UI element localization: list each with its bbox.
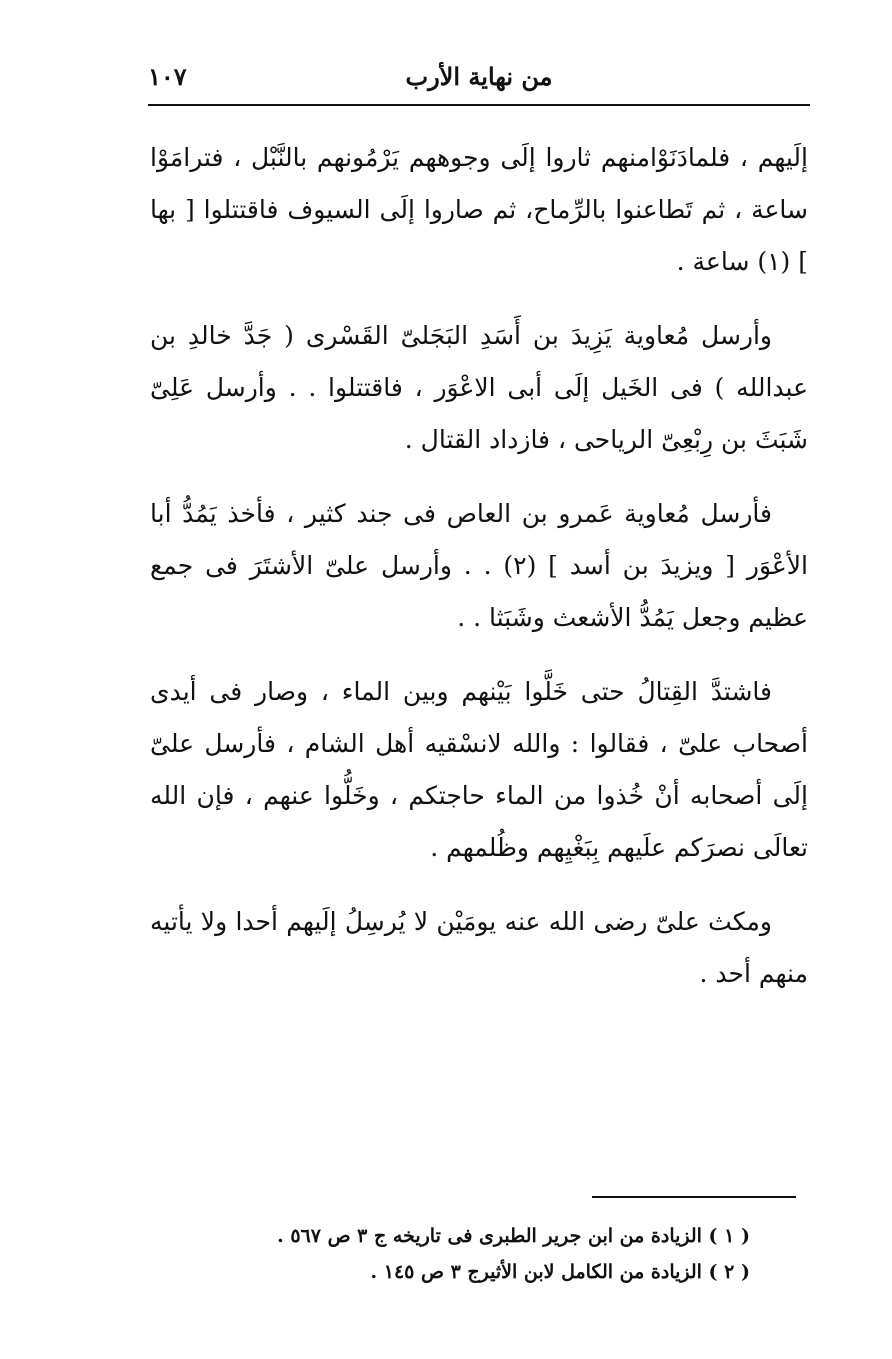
footnote-1: ( ١ ) الزيادة من ابن جرير الطبرى فى تاريخه ج ٣ ص ٥٦٧ . [277,1225,750,1247]
paragraph-2: وأرسل مُعاوية يَزِيدَ بن أَسَدِ البَجَلىّ القَسْرى ( جَدَّ خالدِ بن عبدالله ) فى الخَيل إلَى أبى الاعْوَر ، فاقتتلوا . . وأرسل عَلِىّ شَبَثَ بن رِبْعِىّ الرياحى ، فازداد القتال . [150,321,808,454]
paragraph-5: ومكث علىّ رضى الله عنه يومَيْن لا يُرسِلُ إلَيهم أحدا ولا يأتيه منهم أحد . [150,907,808,988]
footnote-divider [592,1196,796,1198]
main-text [150,132,808,1022]
paragraph-3: فأرسل مُعاوية عَمرو بن العاص فى جند كثير ، فأخذ يَمُدُّ أبا الأعْوَر [ ويزيدَ بن أسد ] (٢) . . وأرسل علىّ الأشتَرَ فى جمع عظيم وجعل يَمُدُّ الأشعث وشَبَثا . . [150,499,808,632]
footnote-2: ( ٢ ) الزيادة من الكامل لابن الأثيرج ٣ ص ١٤٥ . [370,1261,750,1283]
footnotes [250,1218,750,1290]
running-title: من نهاية الأرب [405,62,553,91]
header-rule [148,104,810,106]
page-header [148,52,810,106]
paragraph-1: إلَيهم ، فلمادَنَوْامنهم ثاروا إلَى وجوههم يَرْمُونهم بالنَّبْل ، فترامَوْا ساعة ، ثم تَطاعنوا بالرِّماح، ثم صاروا إلَى السيوف فاقتتلوا [ بها ] (١) ساعة . [150,143,808,276]
paragraph-4: فاشتدَّ القِتالُ حتى خَلَّوا بَيْنهم وبين الماء ، وصار فى أيدى أصحاب علىّ ، فقالوا : والله لانسْقيه أهل الشام ، فأرسل علىّ إلَى أصحابه أنْ خُذوا من الماء حاجتكم ، وخَلُّوا عنهم ، فإن الله تعالَى نصرَكم علَيهم بِبَغْيِهم وظُلمهم . [150,677,808,862]
page-number: ١٠٧ [148,62,187,91]
